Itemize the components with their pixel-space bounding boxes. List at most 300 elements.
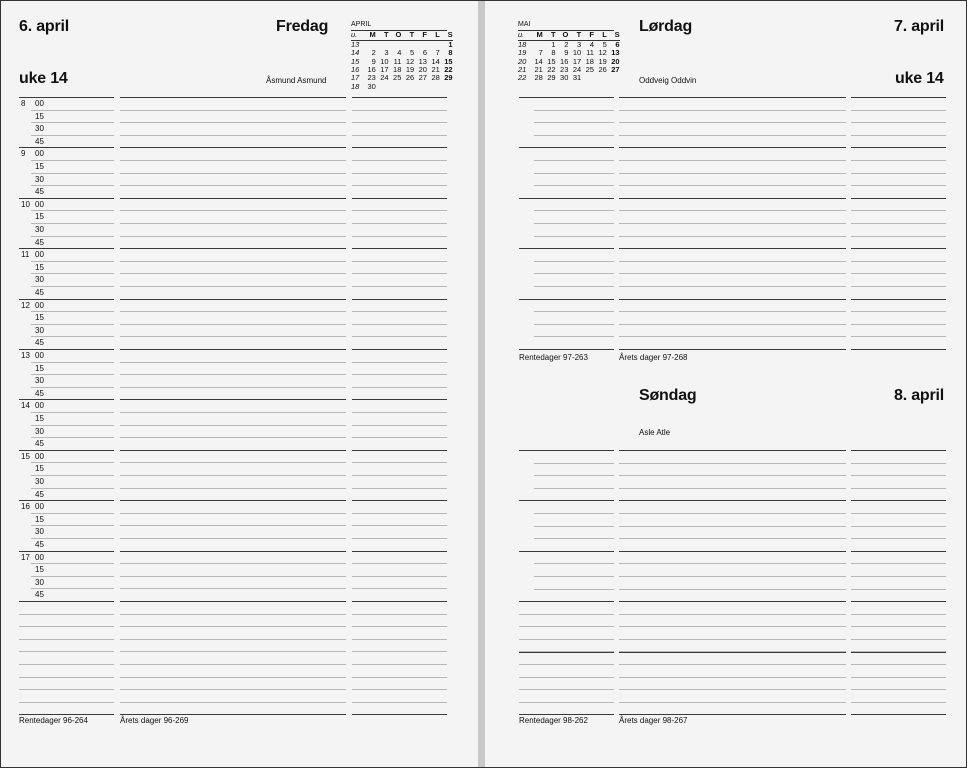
calendar-week-row (351, 74, 453, 82)
ruled-line (352, 160, 447, 161)
ruled-line (352, 588, 447, 589)
calendar-weekday-label: O (389, 31, 402, 40)
ruled-line (619, 689, 846, 690)
ruled-line (534, 589, 614, 590)
minute-label: 15 (35, 414, 44, 423)
calendar-day: 1 (448, 39, 453, 49)
ruled-line (534, 475, 614, 476)
ruled-line (120, 601, 346, 602)
ruled-line (851, 299, 946, 300)
ruled-line (19, 349, 114, 350)
hour-label: 10 (21, 200, 30, 209)
calendar-week-number: 20 (518, 56, 527, 66)
calendar-day: 4 (397, 48, 402, 58)
ruled-line (19, 626, 114, 627)
ruled-line (519, 652, 614, 653)
calendar-day: 2 (371, 48, 376, 58)
ruled-line (120, 551, 346, 552)
ruled-line (619, 273, 846, 274)
calendar-day: 6 (422, 48, 427, 58)
ruled-line (619, 97, 846, 98)
ruled-line (120, 462, 346, 463)
ruled-line (534, 324, 614, 325)
calendar-month: MAI (518, 21, 614, 31)
ruled-line (19, 500, 114, 501)
ruled-line (619, 160, 846, 161)
calendar-day: 9 (564, 48, 569, 58)
ruled-line (31, 488, 114, 489)
ruled-line (851, 500, 946, 501)
ruled-line (31, 462, 114, 463)
minute-label: 00 (35, 200, 44, 209)
calendar-week-number: 18 (518, 39, 527, 49)
calendar-day: 14 (534, 56, 543, 66)
ruled-line (519, 299, 614, 300)
calendar-day: 30 (367, 81, 376, 91)
ruled-line (851, 614, 946, 615)
ruled-line (120, 702, 346, 703)
ruled-line (534, 563, 614, 564)
ruled-line (120, 513, 346, 514)
ruled-line (19, 299, 114, 300)
calendar-day: 9 (371, 56, 376, 66)
minute-label: 15 (35, 212, 44, 221)
calendar-weekday-label: F (581, 31, 594, 40)
calendar-day: 16 (367, 65, 376, 75)
minute-label: 45 (35, 187, 44, 196)
saturday-weekday: Lørdag (639, 18, 693, 35)
calendar-day: 19 (598, 56, 607, 66)
ruled-line (352, 551, 447, 552)
ruled-line (851, 538, 946, 539)
ruled-line (352, 714, 447, 715)
ruled-line (120, 588, 346, 589)
calendar-day: 20 (611, 56, 620, 66)
ruled-line (120, 349, 346, 350)
calendar-day: 4 (589, 39, 594, 49)
left-footer-rentedager: Rentedager 96-264 (19, 716, 88, 725)
ruled-line (120, 147, 346, 148)
ruled-line (851, 664, 946, 665)
calendar-week-row (351, 83, 453, 91)
left-week-number: uke 14 (19, 70, 68, 87)
ruled-line (619, 614, 846, 615)
ruled-line (519, 248, 614, 249)
ruled-line (31, 261, 114, 262)
book-spine (478, 1, 485, 767)
ruled-line (120, 311, 346, 312)
hour-label: 14 (21, 401, 30, 410)
ruled-line (120, 651, 346, 652)
ruled-line (851, 248, 946, 249)
minute-label: 00 (35, 250, 44, 259)
ruled-line (619, 589, 846, 590)
ruled-line (851, 286, 946, 287)
calendar-weekday-label: S (607, 31, 620, 40)
ruled-line (352, 210, 447, 211)
ruled-line (31, 223, 114, 224)
calendar-week-row (518, 66, 620, 74)
calendar-day: 21 (431, 65, 440, 75)
left-footer-arets-dager: Årets dager 96-269 (120, 716, 189, 725)
ruled-line (352, 576, 447, 577)
ruled-line (31, 135, 114, 136)
ruled-line (534, 110, 614, 111)
ruled-line (352, 122, 447, 123)
ruled-line (19, 450, 114, 451)
ruled-line (120, 198, 346, 199)
ruled-line (619, 286, 846, 287)
calendar-weekday-label: S (440, 31, 453, 40)
ruled-line (851, 589, 946, 590)
calendar-day (440, 83, 453, 91)
ruled-line (31, 525, 114, 526)
calendar-day: 11 (393, 56, 402, 66)
sunday-footer-arets-dager: Årets dager 98-267 (619, 716, 688, 725)
calendar-table (351, 31, 453, 91)
ruled-line (352, 702, 447, 703)
minute-label: 00 (35, 452, 44, 461)
calendar-day: 8 (448, 48, 453, 58)
ruled-line (519, 198, 614, 199)
ruled-line (534, 576, 614, 577)
ruled-line (519, 689, 614, 690)
calendar-week-number: 22 (518, 73, 527, 83)
ruled-line (619, 223, 846, 224)
ruled-line (120, 324, 346, 325)
ruled-line (31, 374, 114, 375)
ruled-line (120, 223, 346, 224)
ruled-line (534, 286, 614, 287)
ruled-line (352, 387, 447, 388)
hour-label: 13 (21, 351, 30, 360)
hour-label: 16 (21, 502, 30, 511)
ruled-line (534, 311, 614, 312)
ruled-line (534, 526, 614, 527)
ruled-line (851, 97, 946, 98)
ruled-line (619, 135, 846, 136)
ruled-line (352, 223, 447, 224)
calendar-weekday-label: M (530, 31, 543, 40)
ruled-line (851, 563, 946, 564)
sunday-weekday: Søndag (639, 387, 697, 404)
ruled-line (534, 185, 614, 186)
ruled-line (31, 475, 114, 476)
calendar-week-row (518, 74, 620, 82)
calendar-day: 14 (431, 56, 440, 66)
ruled-line (619, 185, 846, 186)
ruled-line (619, 538, 846, 539)
minute-label: 45 (35, 338, 44, 347)
minute-label: 45 (35, 137, 44, 146)
calendar-day: 6 (615, 39, 620, 49)
ruled-line (851, 677, 946, 678)
ruled-line (851, 702, 946, 703)
calendar-week-number: 13 (351, 39, 360, 49)
ruled-line (619, 324, 846, 325)
calendar-day: 20 (418, 65, 427, 75)
ruled-line (120, 135, 346, 136)
calendar-day: 13 (418, 56, 427, 66)
calendar-day (414, 83, 427, 91)
ruled-line (352, 651, 447, 652)
ruled-line (619, 677, 846, 678)
ruled-line (31, 324, 114, 325)
calendar-day: 15 (444, 56, 453, 66)
ruled-line (19, 399, 114, 400)
calendar-day (401, 83, 414, 91)
calendar-day: 27 (418, 73, 427, 83)
calendar-day: 19 (405, 65, 415, 75)
ruled-line (120, 412, 346, 413)
saturday-name-day: Oddveig Oddvin (639, 76, 697, 85)
ruled-line (619, 173, 846, 174)
ruled-line (19, 714, 114, 715)
ruled-line (519, 349, 614, 350)
ruled-line (519, 626, 614, 627)
ruled-line (352, 399, 447, 400)
ruled-line (619, 450, 846, 451)
ruled-line (619, 664, 846, 665)
ruled-line (19, 702, 114, 703)
ruled-line (519, 639, 614, 640)
calendar-day: 18 (393, 65, 402, 75)
ruled-line (619, 122, 846, 123)
ruled-line (31, 538, 114, 539)
ruled-line (120, 500, 346, 501)
ruled-line (619, 526, 846, 527)
ruled-line (851, 198, 946, 199)
ruled-line (851, 261, 946, 262)
minute-label: 30 (35, 124, 44, 133)
ruled-line (619, 147, 846, 148)
ruled-line (120, 714, 346, 715)
ruled-line (352, 689, 447, 690)
ruled-line (120, 210, 346, 211)
ruled-line (120, 362, 346, 363)
ruled-line (619, 475, 846, 476)
ruled-line (120, 261, 346, 262)
ruled-line (352, 248, 447, 249)
ruled-line (352, 513, 447, 514)
ruled-line (120, 299, 346, 300)
calendar-weekday-label: u. (518, 31, 530, 40)
calendar-week-number: 21 (518, 65, 527, 75)
ruled-line (31, 563, 114, 564)
ruled-line (851, 626, 946, 627)
ruled-line (851, 185, 946, 186)
ruled-line (519, 601, 614, 602)
minute-label: 15 (35, 515, 44, 524)
ruled-line (120, 248, 346, 249)
minute-label: 15 (35, 112, 44, 121)
minute-label: 45 (35, 439, 44, 448)
calendar-day: 24 (572, 65, 582, 75)
calendar-day (389, 83, 402, 91)
calendar-day: 7 (435, 48, 440, 58)
ruled-line (851, 122, 946, 123)
calendar-day: 25 (585, 65, 594, 75)
ruled-line (519, 677, 614, 678)
calendar-day: 17 (380, 65, 389, 75)
minute-label: 30 (35, 527, 44, 536)
ruled-line (352, 450, 447, 451)
ruled-line (31, 273, 114, 274)
ruled-line (534, 273, 614, 274)
ruled-line (31, 286, 114, 287)
ruled-line (851, 576, 946, 577)
calendar-header-row (351, 31, 453, 40)
ruled-line (120, 689, 346, 690)
ruled-line (619, 500, 846, 501)
ruled-line (619, 563, 846, 564)
calendar-day: 23 (560, 65, 569, 75)
ruled-line (534, 463, 614, 464)
saturday-footer-arets-dager: Årets dager 97-268 (619, 353, 688, 362)
minute-label: 30 (35, 326, 44, 335)
ruled-line (352, 135, 447, 136)
ruled-line (352, 374, 447, 375)
ruled-line (619, 336, 846, 337)
calendar-day: 29 (444, 73, 453, 83)
ruled-line (534, 173, 614, 174)
ruled-line (352, 412, 447, 413)
calendar-day: 12 (598, 48, 607, 58)
ruled-line (352, 286, 447, 287)
calendar-day: 11 (586, 48, 594, 58)
calendar-day: 22 (547, 65, 556, 75)
minute-label: 15 (35, 313, 44, 322)
minute-label: 30 (35, 427, 44, 436)
calendar-day: 15 (547, 56, 556, 66)
calendar-day: 23 (367, 73, 376, 83)
calendar-day: 26 (405, 73, 415, 83)
ruled-line (352, 299, 447, 300)
hour-label: 12 (21, 301, 30, 310)
calendar-day: 25 (393, 73, 402, 83)
calendar-weekday-label: M (363, 31, 376, 40)
ruled-line (352, 425, 447, 426)
ruled-line (120, 626, 346, 627)
calendar-weekday-label: T (376, 31, 389, 40)
ruled-line (19, 677, 114, 678)
minute-label: 45 (35, 490, 44, 499)
ruled-line (19, 664, 114, 665)
ruled-line (352, 626, 447, 627)
ruled-line (120, 273, 346, 274)
ruled-line (352, 349, 447, 350)
calendar-weekday-label: u. (351, 31, 363, 40)
calendar-day: 13 (611, 48, 620, 58)
ruled-line (31, 173, 114, 174)
ruled-line (534, 236, 614, 237)
ruled-line (31, 425, 114, 426)
ruled-line (31, 122, 114, 123)
ruled-line (851, 160, 946, 161)
calendar-day: 28 (534, 73, 543, 83)
ruled-line (519, 551, 614, 552)
ruled-line (120, 614, 346, 615)
saturday-footer-rentedager: Rentedager 97-263 (519, 353, 588, 362)
calendar-header-row (518, 31, 620, 40)
ruled-line (352, 110, 447, 111)
ruled-line (851, 110, 946, 111)
minute-label: 45 (35, 540, 44, 549)
minute-label: 00 (35, 351, 44, 360)
ruled-line (120, 387, 346, 388)
right-mini-calendar (518, 21, 620, 83)
hour-label: 17 (21, 553, 30, 562)
ruled-line (851, 336, 946, 337)
ruled-line (120, 538, 346, 539)
ruled-line (851, 526, 946, 527)
ruled-line (31, 362, 114, 363)
ruled-line (120, 425, 346, 426)
minute-label: 00 (35, 149, 44, 158)
ruled-line (851, 513, 946, 514)
calendar-day: 30 (560, 73, 569, 83)
ruled-line (352, 97, 447, 98)
ruled-line (851, 450, 946, 451)
hour-label: 8 (21, 99, 26, 108)
ruled-line (352, 236, 447, 237)
calendar-weekday-label: F (414, 31, 427, 40)
ruled-line (120, 437, 346, 438)
calendar-day: 7 (538, 48, 543, 58)
ruled-line (19, 601, 114, 602)
calendar-day: 5 (602, 39, 607, 49)
ruled-line (619, 601, 846, 602)
ruled-line (352, 525, 447, 526)
ruled-line (31, 588, 114, 589)
ruled-line (534, 210, 614, 211)
calendar-week-number: 18 (351, 81, 360, 91)
ruled-line (619, 110, 846, 111)
minute-label: 30 (35, 376, 44, 385)
calendar-weekday-label: T (543, 31, 556, 40)
left-weekday: Fredag (276, 18, 329, 35)
ruled-line (519, 450, 614, 451)
ruled-line (352, 261, 447, 262)
ruled-line (31, 437, 114, 438)
ruled-line (352, 324, 447, 325)
ruled-line (619, 639, 846, 640)
left-date: 6. april (19, 18, 69, 35)
ruled-line (534, 223, 614, 224)
ruled-line (31, 185, 114, 186)
ruled-line (120, 563, 346, 564)
minute-label: 00 (35, 502, 44, 511)
ruled-line (619, 714, 846, 715)
minute-label: 45 (35, 389, 44, 398)
calendar-weekday-label: T (568, 31, 581, 40)
ruled-line (352, 185, 447, 186)
minute-label: 30 (35, 225, 44, 234)
ruled-line (120, 475, 346, 476)
ruled-line (352, 677, 447, 678)
sunday-footer-rentedager: Rentedager 98-262 (519, 716, 588, 725)
ruled-line (851, 349, 946, 350)
ruled-line (120, 173, 346, 174)
calendar-week-number: 14 (351, 48, 360, 58)
minute-label: 15 (35, 565, 44, 574)
sunday-date: 8. april (894, 387, 944, 404)
ruled-line (519, 97, 614, 98)
calendar-day: 29 (547, 73, 556, 83)
calendar-weekday-label: O (556, 31, 569, 40)
ruled-line (619, 299, 846, 300)
right-page (485, 1, 965, 767)
